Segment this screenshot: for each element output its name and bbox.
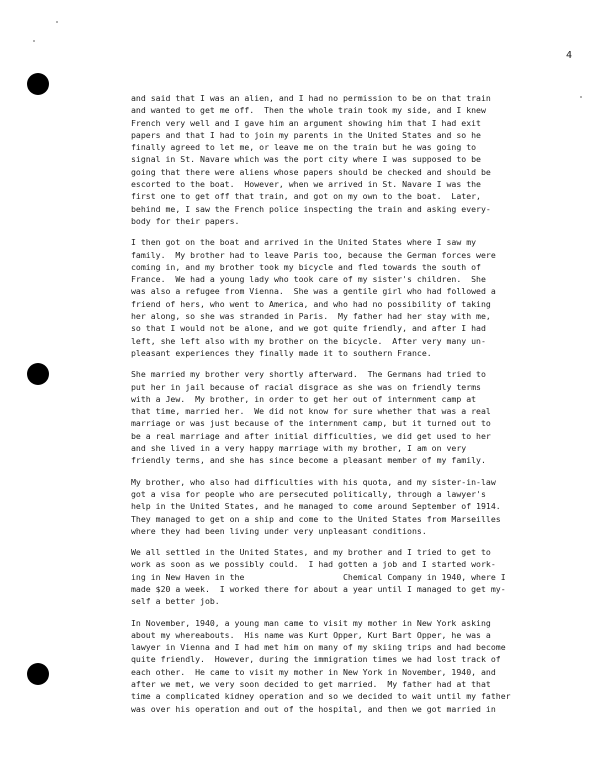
text-line: pleasant experiences they finally made it to southern France.	[131, 347, 432, 358]
text-line: papers and that I had to join my parents in the United States and so he	[131, 129, 481, 140]
text-line: friendly terms, and she has since become a pleasant member of my family.	[131, 455, 486, 466]
text-line: France. We had a young lady who took care of my sister's children. She	[131, 274, 486, 285]
text-line: marriage or was just because of the internment camp, but it turned out to	[131, 418, 491, 429]
body-text	[131, 92, 571, 724]
text-line: family. My brother had to leave Paris too, because the German forces were	[131, 249, 496, 260]
text-line: lawyer in Vienna and I had met him on many of my skiing trips and had become	[131, 642, 506, 653]
text-line: was also a refugee from Vienna. She was a gentile girl who had followed a	[131, 286, 496, 297]
text-line: She married my brother very shortly afterward. The Germans had tried to	[131, 369, 486, 380]
text-line: after we met, we very soon decided to get married. My father had at that	[131, 679, 491, 690]
text-line: time a complicated kidney operation and so we decided to wait until my father	[131, 691, 511, 702]
text-line: and she lived in a very happy marriage with my brother, I am on very	[131, 443, 467, 454]
text-line: about my whereabouts. His name was Kurt Opper, Kurt Bart Opper, he was a	[131, 629, 491, 640]
text-line: work as soon as we possibly could. I had gotten a job and I started work-	[131, 559, 496, 570]
text-line: coming in, and my brother took my bicycle and fled towards the south of	[131, 261, 481, 272]
text-line: ing in New Haven in the Chemical Company in 1940, where I	[131, 571, 506, 582]
paragraph	[131, 617, 571, 715]
paragraph	[131, 476, 571, 537]
text-line: first one to get off that train, and got on my own to the boat. Later,	[131, 191, 481, 202]
text-line: and wanted to get me off. Then the whole train took my side, and I knew	[131, 105, 486, 116]
text-line: going that there were aliens whose papers should be checked and should be	[131, 166, 491, 177]
punch-hole	[27, 73, 49, 95]
text-line: put her in jail because of racial disgrace as she was on friendly terms	[131, 381, 481, 392]
text-line: each other. He came to visit my mother in New York in November, 1940, and	[131, 666, 496, 677]
paragraph	[131, 368, 571, 466]
text-line: friend of hers, who went to America, and who had no possibility of taking	[131, 298, 491, 309]
text-line: left, she left also with my brother on the bicycle. After very many un-	[131, 335, 486, 346]
paper-speck	[56, 21, 58, 23]
text-line: was over his operation and out of the hospital, and then we got married in	[131, 703, 496, 714]
text-line: and said that I was an alien, and I had no permission to be on that train	[131, 93, 491, 103]
text-line: behind me, I saw the French police inspecting the train and asking every-	[131, 203, 491, 214]
text-line: her along, so she was stranded in Paris. My father had her stay with me,	[131, 311, 491, 322]
text-line: They managed to get on a ship and come to the United States from Marseilles	[131, 513, 501, 524]
text-line: help in the United States, and he managed to come around September of 1914.	[131, 501, 501, 512]
text-line: We all settled in the United States, and my brother and I tried to get to	[131, 547, 491, 558]
text-line: made $20 a week. I worked there for about a year until I managed to get my-	[131, 583, 506, 594]
text-line: where they had been living under very unpleasant conditions.	[131, 525, 427, 536]
text-line: I then got on the boat and arrived in the United States where I saw my	[131, 237, 477, 248]
text-line: French very well and I gave him an argument showing him that I had exit	[131, 117, 481, 128]
paper-speck	[580, 96, 582, 98]
text-line: body for their papers.	[131, 215, 240, 226]
paragraph	[131, 546, 571, 607]
text-line: that time, married her. We did not know for sure whether that was a real	[131, 406, 491, 417]
text-line: finally agreed to let me, or leave me on the train but he was going to	[131, 142, 477, 153]
punch-hole	[27, 363, 49, 385]
text-line: In November, 1940, a young man came to visit my mother in New York asking	[131, 617, 491, 628]
text-line: signal in St. Navare which was the port city where I was supposed to be	[131, 154, 481, 165]
text-line: self a better job.	[131, 596, 220, 607]
paper-speck	[33, 40, 35, 42]
text-line: escorted to the boat. However, when we arrived in St. Navare I was the	[131, 179, 481, 190]
paragraph	[131, 92, 571, 227]
text-line: got a visa for people who are persecuted politically, through a lawyer's	[131, 488, 486, 499]
page-number: 4	[566, 50, 573, 61]
text-line: be a real marriage and after initial difficulties, we did get used to her	[131, 430, 491, 441]
punch-hole	[27, 663, 49, 685]
text-line: quite friendly. However, during the immigration times we had lost track of	[131, 654, 501, 665]
paragraph	[131, 236, 571, 359]
text-line: My brother, who also had difficulties with his quota, and my sister-in-law	[131, 476, 496, 487]
text-line: with a Jew. My brother, in order to get her out of internment camp at	[131, 393, 477, 404]
text-line: so that I would not be alone, and we got quite friendly, and after I had	[131, 323, 486, 334]
